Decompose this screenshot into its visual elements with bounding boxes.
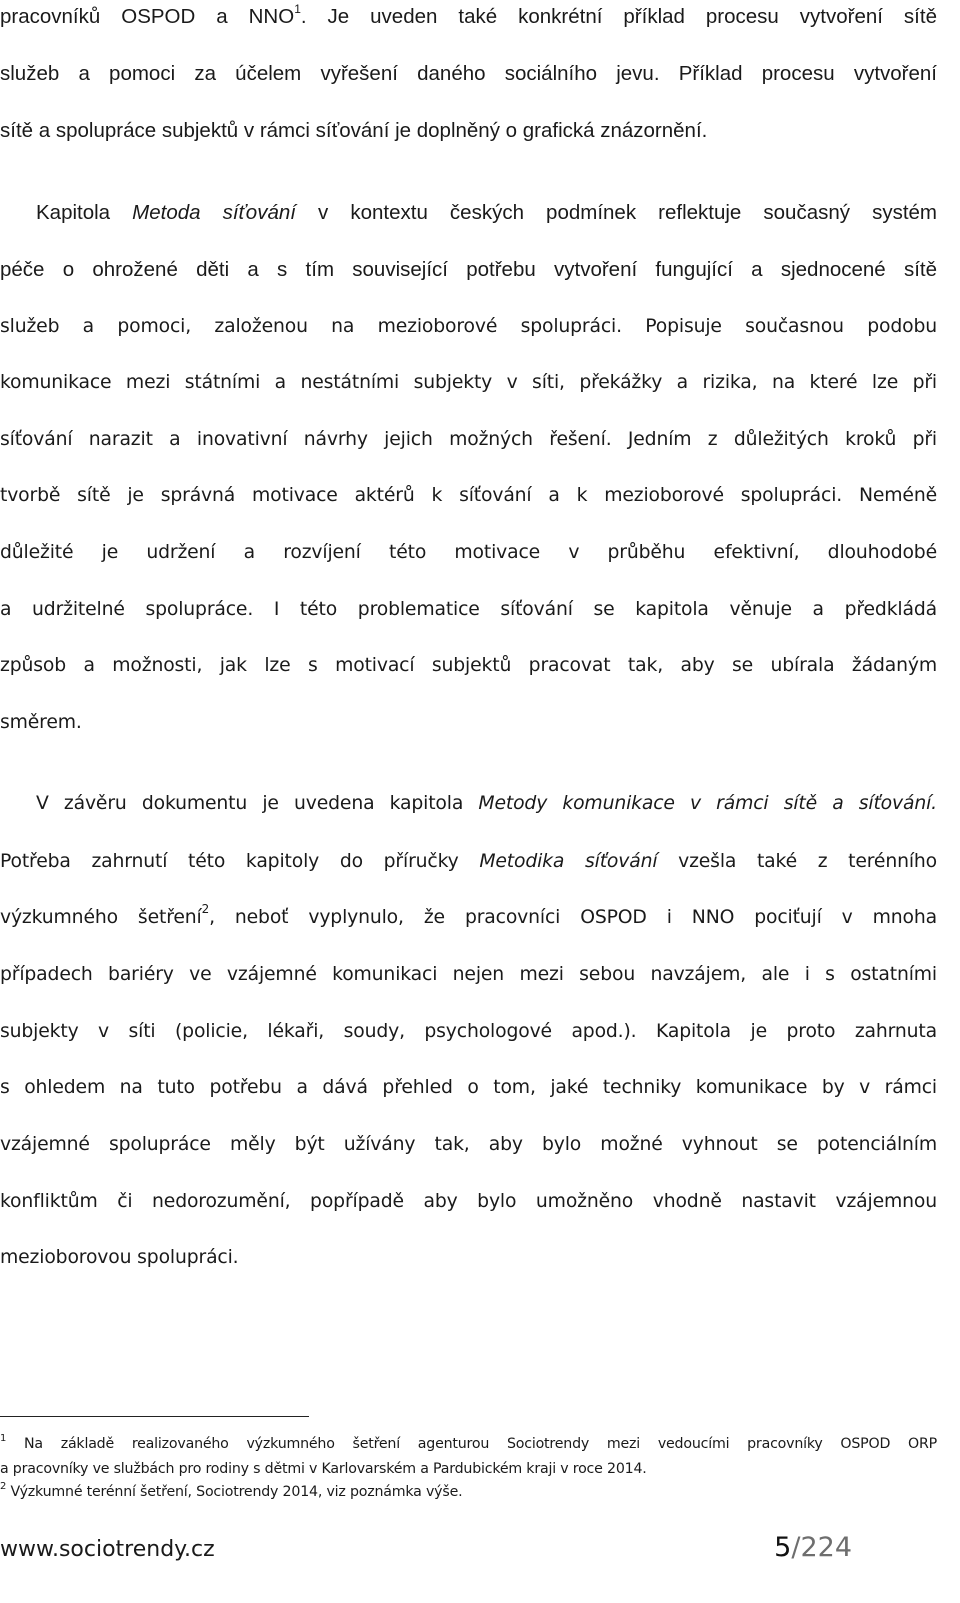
footer-website-link[interactable]: www.sociotrendy.cz (0, 1537, 215, 1562)
para1-line-7: důležité je udržení a rozvíjení této motivace v průběhu efektivní, dlouhodobé (0, 542, 937, 563)
para1-line-8: a udržitelné spolupráce. I této problematice síťování se kapitola věnuje a předkládá (0, 599, 937, 620)
para2-line-7: vzájemné spolupráce měly být užívány tak, aby bylo možné vyhnout se potenciálním (0, 1134, 937, 1155)
para1-line-4: komunikace mezi státními a nestátními subjekty v síti, překážky a rizika, na které lze při (0, 372, 937, 393)
para1-line-6: tvorbě sítě je správná motivace aktérů k síťování a k mezioborové spolupráci. Neméně (0, 485, 937, 506)
page-number-total: /224 (791, 1532, 852, 1563)
para2-line-3: výzkumného šetření$^2$, neboť vyplynulo, že pracovníci OSPOD i NNO pociťují v mnoha (0, 902, 937, 928)
intro-line-2: služeb a pomoci za účelem vyřešení daného sociálního jevu. Příklad procesu vytvoření (0, 62, 937, 85)
footnote-2: $^2$ Výzkumné terénní šetření, Sociotrendy 2014, viz poznámka výše. (0, 1481, 463, 1500)
para1-line-3: služeb a pomoci, založenou na mezioborové spolupráci. Popisuje současnou podobu (0, 316, 937, 337)
para2-line-9: mezioborovou spolupráci. (0, 1247, 239, 1268)
para2-line-4: případech bariéry ve vzájemné komunikaci nejen mezi sebou navzájem, ale i s ostatními (0, 964, 937, 985)
intro-line-1: pracovníků OSPOD a NNO$^1$. Je uveden také konkrétní příklad procesu vytvoření sítě (0, 2, 937, 28)
intro-line-3: sítě a spolupráce subjektů v rámci síťování je doplněný o grafická znázornění. (0, 119, 708, 142)
page-number-current: 5 (774, 1532, 792, 1563)
page-number (774, 1531, 852, 1565)
para1-line-2: péče o ohrožené děti a s tím související potřebu vytvoření fungující a sjednocené sítě (0, 258, 937, 281)
footnote-1-line-1: $^1$ Na základě realizovaného výzkumného šetření agenturou Sociotrendy mezi vedoucími pracovníky OSPOD ORP (0, 1433, 937, 1452)
footnote-ref-2[interactable]: 2 (201, 902, 210, 916)
para2-line-6: s ohledem na tuto potřebu a dává přehled o tom, jaké techniky komunikace by v rámci (0, 1077, 937, 1098)
para2-line-2: Potřeba zahrnutí této kapitoly do příručky Metodika síťování vzešla také z terénního (0, 851, 937, 872)
para2-line-1: V závěru dokumentu je uvedena kapitola Metody komunikace v rámci sítě a síťování. (36, 793, 937, 814)
para1-line-10: směrem. (0, 712, 82, 733)
footnote-1-line-2: a pracovníky ve službách pro rodiny s dětmi v Karlovarském a Pardubickém kraji v roce 2014. (0, 1461, 647, 1477)
para1-line-1: Kapitola Metoda síťování v kontextu českých podmínek reflektuje současný systém (36, 201, 937, 224)
para1-line-5: síťování narazit a inovativní návrhy jejich možných řešení. Jedním z důležitých kroků při (0, 429, 937, 450)
footnote-separator (0, 1416, 309, 1417)
para1-line-9: způsob a možnosti, jak lze s motivací subjektů pracovat tak, aby se ubírala žádaným (0, 655, 937, 676)
footnote-ref-1[interactable]: 1 (294, 2, 301, 16)
para2-line-5: subjekty v síti (policie, lékaři, soudy, psychologové apod.). Kapitola je proto zahrnuta (0, 1021, 937, 1042)
para2-line-8: konfliktům či nedorozumění, popřípadě aby bylo umožněno vhodně nastavit vzájemnou (0, 1191, 937, 1212)
